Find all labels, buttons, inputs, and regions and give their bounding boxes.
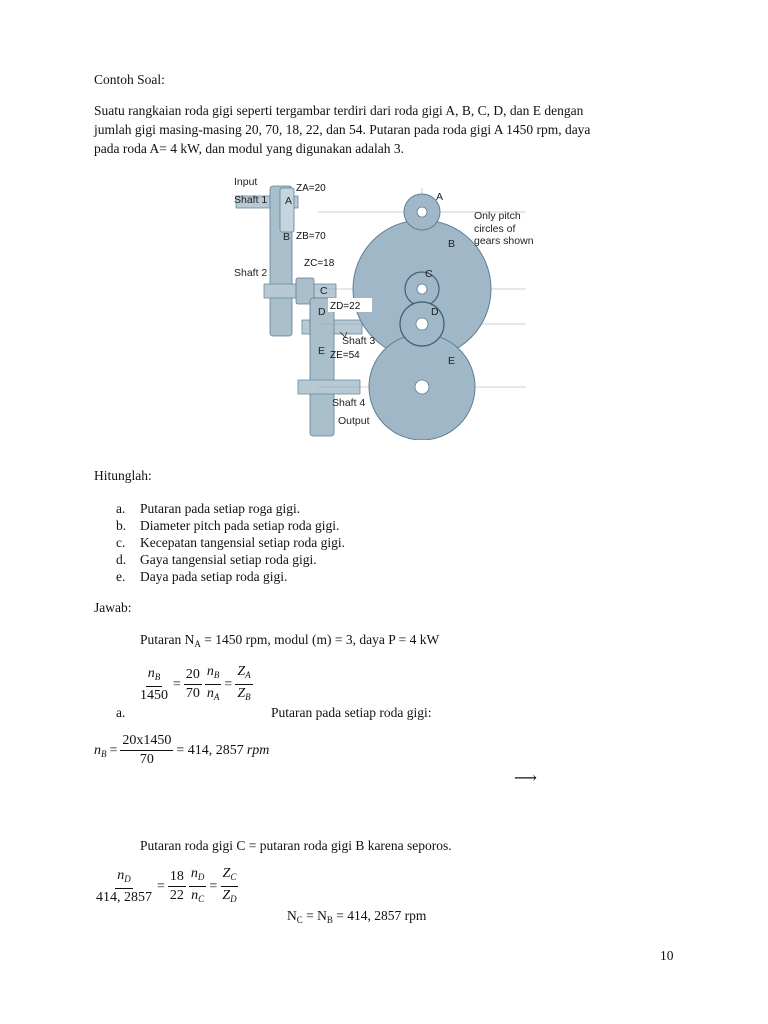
- end-letter-d: D: [431, 306, 439, 318]
- list-item: d. Gaya tangensial setiap roda gigi.: [116, 552, 317, 567]
- side-letter-c: C: [320, 285, 328, 297]
- note-line-1: Only pitch: [474, 210, 521, 222]
- shaft4-label: Shaft 4: [332, 397, 366, 409]
- equation-ratio-ab: $\frac{n_B}{1450}$ = $\frac{20}{70}$ $\frac{n_B}{n_A}$ = $\frac{Z_A}{Z_B}$: [140, 664, 251, 703]
- tooth-count-a: ZA=20: [296, 183, 326, 194]
- statement-c: Putaran roda gigi C = putaran roda gigi B karena seporos.: [140, 838, 452, 853]
- end-letter-b: B: [448, 238, 456, 250]
- tooth-count-b: ZB=70: [296, 231, 326, 242]
- list-item: c. Kecepatan tangensial setiap roda gigi.: [116, 535, 346, 550]
- side-letter-d: D: [318, 306, 326, 318]
- end-letter-c: C: [425, 268, 433, 280]
- list-item: b. Diameter pitch pada setiap roda gigi.: [116, 518, 340, 533]
- tooth-count-d: ZD=22: [330, 301, 361, 312]
- note-line-2: circles of: [474, 223, 516, 235]
- side-letter-a: A: [285, 195, 293, 207]
- end-letter-e: E: [448, 355, 456, 367]
- gear-e-side: [310, 298, 334, 436]
- answer-a-text: Putaran pada setiap roda gigi:: [271, 705, 432, 720]
- tooth-count-c: ZC=18: [304, 258, 335, 269]
- end-letter-a: A: [436, 191, 444, 203]
- shaft1-label: Shaft 1: [234, 194, 268, 206]
- answer-a-marker: a.: [116, 705, 126, 720]
- page-number: 10: [660, 948, 674, 963]
- output-label: Output: [338, 415, 370, 427]
- problem-line-3: pada roda A= 4 kW, dan modul yang digunakan adalah 3.: [94, 141, 405, 156]
- task-list: [116, 500, 345, 585]
- end-view: [353, 194, 491, 440]
- list-item: e. Daya pada setiap roda gigi.: [116, 569, 288, 584]
- nc-equals-nb: $N_C = N_B = 414$, 2857 rpm: [287, 908, 427, 925]
- tasks-heading: Hitunglah:: [94, 468, 152, 483]
- side-letter-b: B: [283, 231, 291, 243]
- list-item: a. Putaran pada setiap roga gigi.: [116, 501, 301, 516]
- note-line-3: gears shown: [474, 235, 534, 247]
- example-heading: Contoh Soal:: [94, 72, 165, 87]
- arrow-icon: ⟶: [514, 770, 537, 787]
- shaft2-label: Shaft 2: [234, 267, 268, 279]
- equation-nb: $n_B$ = $\frac{20x1450}{70}$ = 414, 2857 rpm: [94, 733, 270, 767]
- input-label: Input: [234, 176, 258, 188]
- shaft3-label: Shaft 3: [342, 335, 376, 347]
- side-letter-e: E: [318, 345, 326, 357]
- answer-heading: Jawab:: [94, 600, 132, 615]
- equation-ratio-cd: $\frac{n_D}{414, 2857}$ = $\frac{18}{22}$ $\frac{n_D}{n_C}$ = $\frac{Z_C}{Z_D}$: [96, 866, 237, 905]
- tooth-count-e: ZE=54: [330, 350, 360, 361]
- problem-statement: [94, 101, 674, 158]
- given-values: Putaran $N_A = 1450$ rpm, modul (m) = 3, daya P = 4 kW: [140, 632, 440, 649]
- problem-line-2: jumlah gigi masing-masing 20, 70, 18, 22, dan 54. Putaran pada roda gigi A 1450 rpm, daya: [94, 122, 591, 137]
- problem-line-1: Suatu rangkaian roda gigi seperti tergambar terdiri dari roda gigi A, B, C, D, dan E dengan: [94, 103, 584, 118]
- gear-train-figure: [226, 172, 546, 440]
